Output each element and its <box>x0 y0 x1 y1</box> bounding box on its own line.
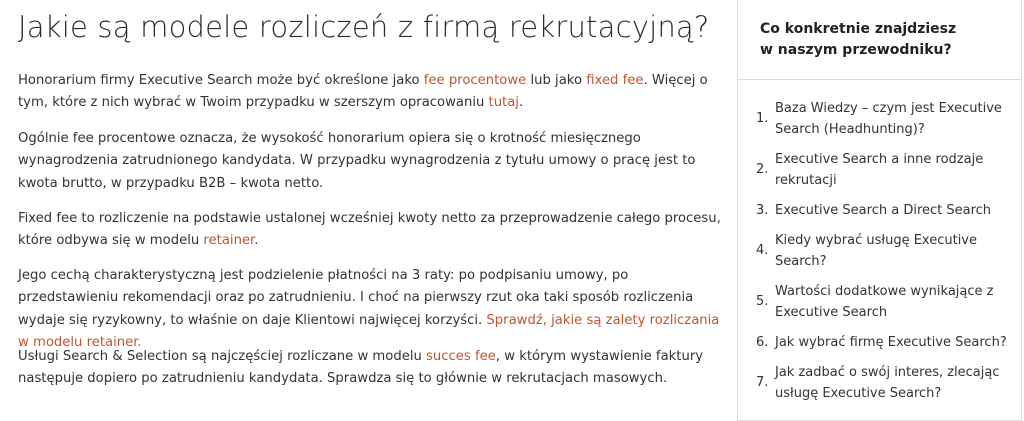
paragraph-text: Fixed fee to rozliczenie na podstawie ustalonej wcześniej kwoty netto za przeprowadzenie całego procesu, które odbywa się w modelu <box>18 211 721 249</box>
paragraph-text: . <box>254 233 259 249</box>
paragraph-text: , w którym wystawienie faktury następuje dopiero po zatrudnieniu kandydata. Sprawdza się to głównie w rekrutacjach masowych. <box>18 349 704 387</box>
toc-item-link[interactable]: Wartości dodatkowe wynikające z Executive Search <box>775 284 994 320</box>
paragraph-4 <box>18 265 723 355</box>
paragraph-text: . Więcej o tym, które z nich wybrać w Twoim przypadku w szerszym opracowaniu <box>18 73 708 111</box>
toc-heading-line: Co konkretnie znajdziesz <box>760 21 957 37</box>
succes-fee-link[interactable]: succes fee <box>426 349 496 364</box>
toc-item-link[interactable]: Executive Search a Direct Search <box>775 203 992 218</box>
toc-item-number: 3. <box>756 203 769 218</box>
toc-item-link[interactable]: Jak wybrać firmę Executive Search? <box>775 335 1007 350</box>
page-title: Jakie są modele rozliczeń z firmą rekrutacyjną? <box>18 10 710 44</box>
tutaj-link[interactable]: tutaj <box>488 95 519 111</box>
paragraph-text: Honorarium firmy Executive Search może być określone jako <box>18 73 424 88</box>
toc-item-number: 5. <box>756 294 769 309</box>
article-content <box>18 0 723 387</box>
toc-item-number: 1. <box>756 111 769 126</box>
paragraph-3 <box>18 208 723 253</box>
toc-item-link[interactable]: Kiedy wybrać usługę Executive Search? <box>775 233 978 269</box>
paragraph-text: Jego cechą charakterystyczną jest podzielenie płatności na 3 raty: po podpisaniu umowy, po przedstawieniu rekomendacji oraz po zatrudnieniu. I choć na pierwszy rzut oka taki sposób rozliczenia wydaje się ryzykowny, to właśnie on daje Klientowi najwięcej korzyści. <box>18 268 694 328</box>
toc-item-number: 7. <box>756 375 769 390</box>
toc-item-number: 2. <box>756 162 769 177</box>
paragraph-5 <box>18 346 723 391</box>
toc-heading <box>738 0 1021 80</box>
toc-item-number: 4. <box>756 243 769 258</box>
paragraph-2: Ogólnie fee procentowe oznacza, że wysokość honorarium opiera się o krotność miesięcznego wynagrodzenia zatrudnionego kandydata. W przypadku wynagrodzenia z tytułu umowy o pracę jest to kwota brutto, w przypadku B2B – kwota netto. <box>18 131 696 191</box>
toc-item-link[interactable]: Executive Search a inne rodzaje rekrutacji <box>775 152 984 188</box>
paragraph-1 <box>18 70 723 115</box>
guide-toc-sidebar <box>737 0 1022 421</box>
retainer-advantages-link[interactable]: Sprawdź, jakie są zalety rozliczania w modelu retainer. <box>18 312 720 351</box>
toc-heading-line: w naszym przewodniku? <box>760 42 952 58</box>
toc-item-link[interactable]: Baza Wiedzy – czym jest Executive Search (Headhunting)? <box>775 101 1002 137</box>
retainer-link[interactable]: retainer <box>203 233 255 249</box>
toc-item-number: 6. <box>756 335 769 350</box>
fee-procentowe-link[interactable]: fee procentowe <box>423 73 527 88</box>
paragraph-text: lub jako <box>526 73 587 88</box>
fixed-fee-link[interactable]: fixed fee <box>586 73 644 88</box>
paragraph-text: Usługi Search & Selection są najczęściej rozliczane w modelu <box>18 349 427 364</box>
toc-item-link[interactable]: Jak zadbać o swój interes, zlecając usługę Executive Search? <box>775 365 1000 401</box>
paragraph-text: . <box>518 95 524 111</box>
